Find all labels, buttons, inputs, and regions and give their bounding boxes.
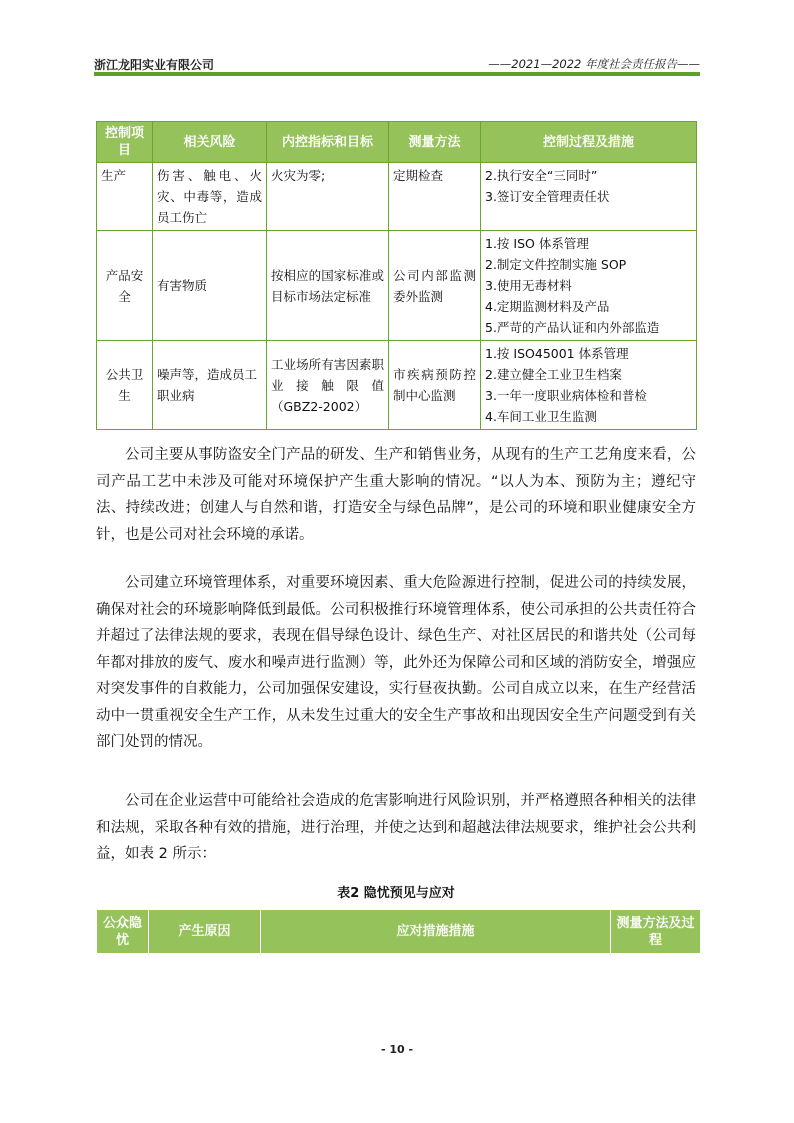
table-row: [97, 163, 697, 231]
cell-risk: 有害物质: [153, 231, 267, 341]
body-paragraph: 公司建立环境管理体系，对重要环境因素、重大危险源进行控制，促进公司的持续发展，确保对社会的环境影响降低到最低。公司积极推行环境管理体系，使公司承担的公共责任符合并超过了法律法规的要求，表现在倡导绿色设计、绿色生产、对社区居民的和谐共处（公司每年都对排放的废气、废水和噪声进行监测）等，此外还为保障公司和区域的消防安全，增强应对突发事件的自救能力，公司加强保安建设，实行昼夜执勤。公司自成立以来，在生产经营活动中一贯重视安全生产工作，从未发生过重大的安全生产事故和出现因安全生产问题受到有关部门处罚的情况。: [96, 575, 696, 750]
table-row: [97, 231, 697, 341]
table2-caption: 表2 隐忧预见与应对: [337, 886, 455, 901]
header-report-title: ——2021—2022 年度社会责任报告——: [488, 57, 700, 71]
page-header: [94, 54, 700, 74]
column-header-item: 控制项目: [97, 122, 153, 163]
cell-method: 公司内部监测 委外监测: [389, 231, 481, 341]
cell-risk: 伤害、触电、火灾、中毒等，造成员工伤亡: [153, 163, 267, 231]
column-header-cause: 产生原因: [149, 910, 261, 954]
measure-line: 2.制定文件控制实施 SOP: [485, 257, 627, 272]
measure-line: 4.定期监测材料及产品: [485, 299, 610, 314]
column-header-concern: 公众隐忧: [97, 910, 149, 954]
cell-item: 生产: [97, 163, 153, 231]
cell-risk: 噪声等，造成员工职业病: [153, 341, 267, 430]
concern-response-table: [96, 909, 701, 954]
measure-line: 4.车间工业卫生监测: [485, 409, 597, 424]
cell-measures: [481, 163, 697, 231]
body-paragraph: 公司主要从事防盗安全门产品的研发、生产和销售业务，从现有的生产工艺角度来看，公司产品工艺中未涉及可能对环境保护产生重大影响的情况。“以人为本、预防为主；遵纪守法、持续改进；创建人与自然和谐，打造安全与绿色品牌”，是公司的环境和职业健康安全方针，也是公司对社会环境的承诺。: [96, 447, 696, 543]
cell-target: 按相应的国家标准或目标市场法定标准: [267, 231, 389, 341]
column-header-measurement: 测量方法及过程: [611, 910, 701, 954]
table-header-row: [97, 122, 697, 163]
measure-line: 3.一年一度职业病体检和普检: [485, 388, 647, 403]
cell-target: 工业场所有害因素职业接触限值（GBZ2-2002）: [267, 341, 389, 430]
table-row: [97, 341, 697, 430]
page-number: - 10 -: [380, 1043, 414, 1056]
body-paragraph: 公司在企业运营中可能给社会造成的危害影响进行风险识别，并严格遵照各种相关的法律和法规，采取各种有效的措施，进行治理，并使之达到和超越法律法规要求，维护社会公共利益，如表 2 所示：: [96, 793, 696, 862]
header-company-name: 浙江龙阳实业有限公司: [94, 58, 215, 72]
column-header-method: 测量方法: [389, 122, 481, 163]
column-header-risk: 相关风险: [153, 122, 267, 163]
cell-method: 市疾病预防控制中心监测: [389, 341, 481, 430]
column-header-response: 应对措施措施: [261, 910, 611, 954]
measure-line: 3.签订安全管理责任状: [485, 189, 610, 204]
measure-line: 1.按 ISO45001 体系管理: [485, 346, 629, 361]
cell-measures: [481, 341, 697, 430]
cell-target: 火灾为零;: [267, 163, 389, 231]
measure-line: 2.执行安全“三同时”: [485, 168, 598, 183]
header-divider: [94, 72, 700, 76]
table-header-row: [97, 910, 701, 954]
column-header-measures: 控制过程及措施: [481, 122, 697, 163]
risk-control-table: [96, 121, 697, 430]
cell-item: 产品安全: [97, 231, 153, 341]
measure-line: 2.建立健全工业卫生档案: [485, 367, 622, 382]
cell-method: 定期检查: [389, 163, 481, 231]
measure-line: 1.按 ISO 体系管理: [485, 236, 589, 251]
measure-line: 5.严苛的产品认证和内外部监造: [485, 320, 660, 335]
cell-measures: [481, 231, 697, 341]
column-header-target: 内控指标和目标: [267, 122, 389, 163]
cell-item: 公共卫生: [97, 341, 153, 430]
measure-line: 3.使用无毒材料: [485, 278, 572, 293]
